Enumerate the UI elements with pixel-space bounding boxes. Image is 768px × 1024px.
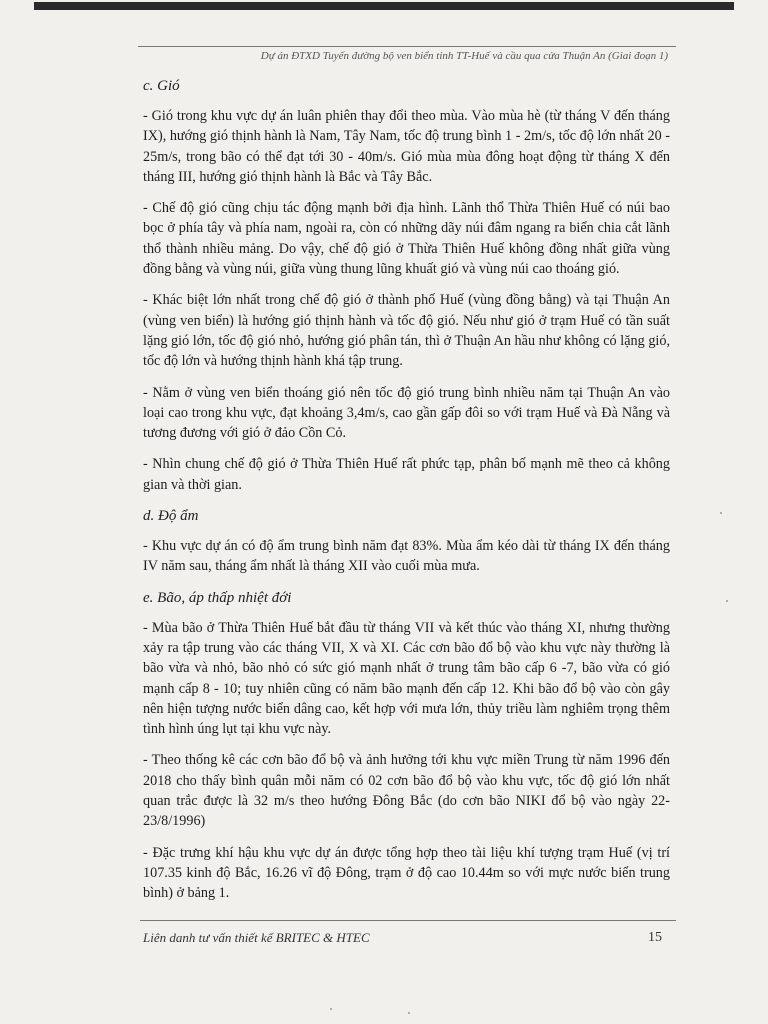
footer-company: Liên danh tư vấn thiết kế BRITEC & HTEC [143, 930, 370, 945]
paragraph: - Nằm ở vùng ven biển thoáng gió nên tốc độ gió trung bình nhiều năm tại Thuận An vào loại cao trong khu vực, đạt khoảng 3,4m/s, cao gần gấp đôi so với trạm Huế và Đà Nẵng và tương đương với gió ở đảo Cồn Cỏ. [143, 384, 670, 442]
header-rule [138, 46, 676, 47]
paragraph: - Nhìn chung chế độ gió ở Thừa Thiên Huế rất phức tạp, phân bố mạnh mẽ theo cả không gian và thời gian. [143, 456, 670, 493]
paragraph: - Khác biệt lớn nhất trong chế độ gió ở thành phố Huế (vùng đồng bằng) và tại Thuận An (vùng ven biển) là hướng gió thịnh hành và tốc độ gió. Nếu như gió ở trạm Huế có tần suất lặng gió lớn, tốc độ gió nhỏ, hướng gió phân tán, thì ở Thuận An hầu như không có lặng gió, tốc độ lớn và hướng thịnh hành khá tập trung. [143, 292, 670, 370]
footer-rule [140, 920, 676, 921]
running-header: Dự án ĐTXD Tuyến đường bộ ven biển tỉnh TT-Huế và cầu qua cửa Thuận An (Giai đoạn 1) [260, 50, 668, 62]
section-heading-humidity: d. Độ ẩm [143, 508, 199, 525]
scan-edge-top [34, 2, 734, 10]
paragraph: - Chế độ gió cũng chịu tác động mạnh bởi địa hình. Lãnh thổ Thừa Thiên Huế có núi bao bọc ở phía tây và phía nam, ngoài ra, còn có những dãy núi đâm ngang ra biển chia cắt lãnh thổ thành nhiều mảng. Do vậy, chế độ gió ở Thừa Thiên Huế không đồng nhất giữa vùng đồng bằng và vùng núi, giữa vùng thung lũng khuất gió và vùng núi cao thoáng gió. [143, 200, 670, 278]
paragraph: - Khu vực dự án có độ ẩm trung bình năm đạt 83%. Mùa ẩm kéo dài từ tháng IX đến tháng IV năm sau, tháng ẩm nhất là tháng XII vào cuối mùa mưa. [143, 538, 670, 575]
paragraph: - Đặc trưng khí hậu khu vực dự án được tổng hợp theo tài liệu khí tượng trạm Huế (vị trí 107.35 kinh độ Bắc, 16.26 vĩ độ Đông, trạm ở độ cao 10.44m so với mực nước biển trung bình) ở bảng 1. [143, 844, 670, 902]
paragraph: - Gió trong khu vực dự án luân phiên thay đổi theo mùa. Vào mùa hè (từ tháng V đến tháng IX), hướng gió thịnh hành là Nam, Tây Nam, tốc độ trung bình 1 - 2m/s, tốc độ lớn nhất 20 - 25m/s, trong bão có thể đạt tới 30 - 40m/s. Gió mùa mùa đông hoạt động từ tháng X đến tháng III, hướng gió thịnh hành là Bắc và Tây Bắc. [143, 108, 670, 185]
paragraph: - Mùa bão ở Thừa Thiên Huế bắt đầu từ tháng VII và kết thúc vào tháng XI, nhưng thường xảy ra tập trung vào các tháng VII, X và XI. Các cơn bão đổ bộ vào khu vực này thường là bão vừa và nhỏ, bão nhỏ có sức gió mạnh nhất ở trung tâm bão cấp 6 -7, bão vừa có gió mạnh cấp 8 - 10; tuy nhiên cũng có năm bão mạnh đến cấp 12. Khi bão đổ bộ vào còn gây nên hiện tượng nước biển dâng cao, kết hợp với mưa lớn, thủy triều làm nghiêm trọng thêm tình hình úng lụt tại khu vực này. [143, 619, 670, 738]
scan-speck [720, 512, 722, 514]
scan-speck [408, 1012, 410, 1014]
paragraph: - Theo thống kê các cơn bão đổ bộ và ảnh hưởng tới khu vực miền Trung từ năm 1996 đến 2018 cho thấy bình quân mỗi năm có 02 cơn bão đổ bộ vào khu vực, tốc độ gió lớn nhất quan trắc được là 32 m/s theo hướng Đông Bắc (do cơn bão NIKI đổ bộ vào ngày 22-23/8/1996) [143, 752, 670, 830]
section-heading-wind: c. Gió [143, 78, 180, 94]
scan-speck [330, 1008, 332, 1010]
scan-speck [726, 600, 728, 602]
section-heading-storms: e. Bão, áp thấp nhiệt đới [143, 589, 292, 606]
body-content [143, 76, 670, 915]
page-number: 15 [648, 930, 662, 945]
